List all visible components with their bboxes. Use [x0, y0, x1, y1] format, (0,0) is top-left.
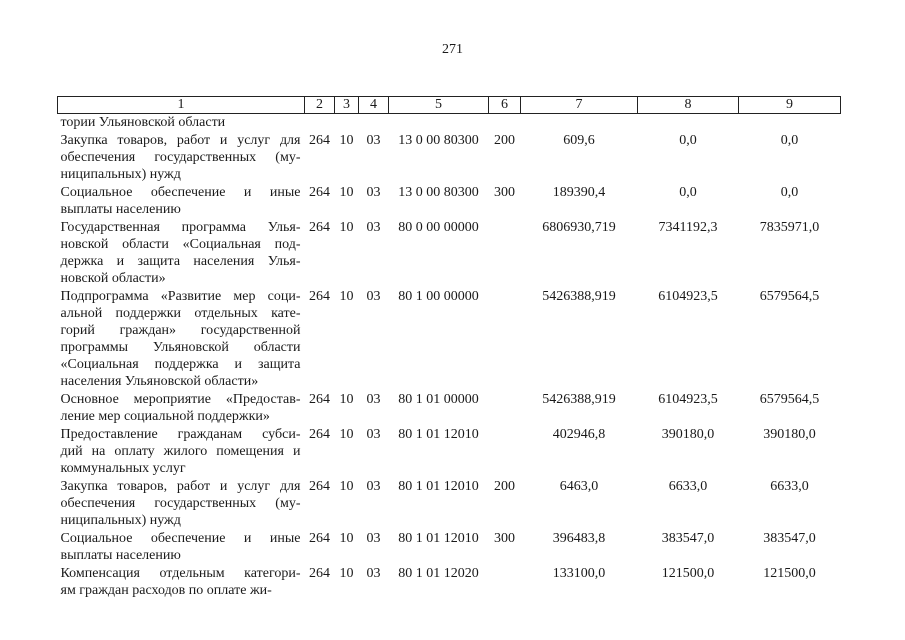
row-name-line: дий на оплату жилого помещения и — [60, 444, 301, 459]
code-section-cell: 10 — [339, 289, 354, 304]
code-subsection-cell: 03 — [366, 392, 381, 407]
column-header: 1 — [58, 97, 305, 114]
amount-year-3-cell: 6579564,5 — [759, 392, 820, 407]
code-target-article-cell: 80 1 01 12010 — [398, 531, 479, 546]
code-expense-type-cell — [489, 391, 521, 426]
code-grbs-cell: 264 — [309, 427, 330, 442]
amount-year-3-cell: 383547,0 — [763, 531, 816, 546]
code-subsection-cell: 03 — [366, 566, 381, 581]
amount-year-3-cell: 121500,0 — [763, 566, 816, 581]
row-name-line: программы Ульяновской области — [60, 340, 301, 355]
code-grbs-cell: 264 — [309, 289, 330, 304]
row-name-line: тории Ульяновской области — [60, 115, 226, 130]
code-target-article-cell: 80 1 01 00000 — [398, 392, 479, 407]
row-name-line: ниципальных) нужд — [60, 513, 181, 528]
row-name-line: Основное мероприятие «Предостав- — [60, 392, 301, 407]
code-grbs-cell: 264 — [309, 392, 330, 407]
table-row — [58, 132, 841, 184]
amount-year-3-cell: 390180,0 — [763, 427, 816, 442]
table-row — [58, 219, 841, 288]
column-header: 3 — [335, 97, 359, 114]
code-expense-type-cell — [489, 565, 521, 600]
code-section-cell: 10 — [339, 566, 354, 581]
amount-year-1-cell: 609,6 — [563, 133, 595, 148]
code-target-article-cell: 80 0 00 00000 — [398, 220, 479, 235]
row-name-line: Закупка товаров, работ и услуг для — [60, 479, 301, 494]
row-name-cell — [58, 530, 305, 565]
column-header: 7 — [521, 97, 638, 114]
row-name-line: ям граждан расходов по оплате жи- — [60, 583, 272, 598]
code-subsection-cell: 03 — [366, 531, 381, 546]
code-subsection-cell: 03 — [366, 427, 381, 442]
code-expense-type-cell — [489, 219, 521, 288]
row-name-cell — [58, 478, 305, 530]
table-row — [58, 391, 841, 426]
row-name-cell — [58, 565, 305, 600]
amount-year-2-cell: 6104923,5 — [658, 392, 718, 407]
row-name-cell — [58, 184, 305, 219]
amount-year-1-cell: 402946,8 — [552, 427, 606, 442]
code-target-article-cell: 80 1 00 00000 — [398, 289, 479, 304]
table-row — [58, 565, 841, 600]
code-target-article-cell: 80 1 01 12010 — [398, 427, 479, 442]
code-subsection-cell: 03 — [366, 133, 381, 148]
amount-year-1-cell — [521, 114, 638, 133]
code-target-article-cell: 13 0 00 80300 — [398, 133, 479, 148]
row-name-line: Социальное обеспечение и иные — [60, 531, 301, 546]
amount-year-3-cell: 0,0 — [780, 133, 799, 148]
row-name-line: ниципальных) нужд — [60, 167, 181, 182]
code-expense-type-cell: 200 — [494, 133, 515, 148]
amount-year-1-cell: 6463,0 — [559, 479, 599, 494]
row-name-cell — [58, 132, 305, 184]
code-subsection-cell: 03 — [366, 479, 381, 494]
amount-year-2-cell: 6104923,5 — [658, 289, 718, 304]
row-name-line: горий граждан» государственной — [60, 323, 301, 338]
code-grbs-cell: 264 — [309, 185, 330, 200]
table-row — [58, 184, 841, 219]
code-target-article-cell: 80 1 01 12010 — [398, 479, 479, 494]
code-grbs-cell: 264 — [309, 220, 330, 235]
row-name-line: обеспечения государственных (му- — [60, 150, 301, 165]
amount-year-2-cell — [638, 114, 739, 133]
amount-year-2-cell: 0,0 — [679, 185, 697, 200]
code-grbs-cell: 264 — [309, 133, 330, 148]
code-expense-type-cell: 300 — [494, 531, 515, 546]
row-name-line: выплаты населению — [60, 202, 181, 217]
row-name-line: ление мер социальной поддержки» — [60, 409, 270, 424]
column-header: 2 — [305, 97, 335, 114]
code-target-article-cell: 80 1 01 12020 — [398, 566, 479, 581]
row-name-line: «Социальная поддержка и защита — [60, 357, 301, 372]
column-header: 9 — [739, 97, 841, 114]
code-target-article-cell: 13 0 00 80300 — [398, 185, 479, 200]
code-section-cell: 10 — [339, 392, 354, 407]
row-name-cell — [58, 426, 305, 478]
code-expense-type-cell — [489, 426, 521, 478]
amount-year-2-cell: 0,0 — [679, 133, 697, 148]
code-target-article-cell — [389, 114, 489, 133]
row-name-line: населения Ульяновской области» — [60, 374, 259, 389]
budget-table — [57, 96, 841, 600]
row-name-line: Компенсация отдельным категори- — [60, 566, 301, 581]
code-section-cell: 10 — [339, 531, 354, 546]
code-section-cell: 10 — [339, 220, 354, 235]
amount-year-3-cell: 6633,0 — [770, 479, 809, 494]
table-row — [58, 530, 841, 565]
amount-year-2-cell: 383547,0 — [661, 531, 715, 546]
column-header: 5 — [389, 97, 489, 114]
amount-year-2-cell: 6633,0 — [668, 479, 708, 494]
row-name-line: Государственная программа Улья- — [60, 220, 301, 235]
amount-year-3-cell — [739, 114, 841, 133]
code-grbs-cell: 264 — [309, 531, 330, 546]
code-expense-type-cell — [489, 114, 521, 133]
row-name-line: выплаты населению — [60, 548, 181, 563]
column-header: 4 — [359, 97, 389, 114]
row-name-line: обеспечения государственных (му- — [60, 496, 301, 511]
row-name-cell — [58, 391, 305, 426]
amount-year-1-cell: 396483,8 — [552, 531, 606, 546]
row-name-line: Предоставление гражданам субси- — [60, 427, 301, 442]
row-name-line: держка и защита населения Улья- — [60, 254, 301, 269]
amount-year-3-cell: 0,0 — [780, 185, 799, 200]
table-row — [58, 426, 841, 478]
table-row — [58, 114, 841, 133]
table-row — [58, 478, 841, 530]
amount-year-1-cell: 189390,4 — [552, 185, 606, 200]
amount-year-1-cell: 5426388,919 — [542, 392, 616, 407]
code-grbs-cell: 264 — [309, 479, 330, 494]
amount-year-2-cell: 390180,0 — [661, 427, 715, 442]
amount-year-2-cell: 121500,0 — [661, 566, 715, 581]
page-number: 271 — [442, 42, 463, 57]
code-subsection-cell: 03 — [366, 220, 381, 235]
code-subsection-cell: 03 — [366, 289, 381, 304]
code-section-cell: 10 — [339, 479, 354, 494]
row-name-cell — [58, 114, 305, 133]
row-name-line: коммунальных услуг — [60, 461, 186, 476]
code-grbs-cell: 264 — [309, 566, 330, 581]
code-subsection-cell: 03 — [366, 185, 381, 200]
code-section-cell: 10 — [339, 427, 354, 442]
table-body — [58, 114, 841, 601]
row-name-line: новской области» — [60, 271, 166, 286]
column-header: 6 — [489, 97, 521, 114]
amount-year-3-cell: 7835971,0 — [759, 220, 820, 235]
code-expense-type-cell — [489, 288, 521, 391]
amount-year-1-cell: 6806930,719 — [542, 220, 616, 235]
code-grbs-cell — [305, 114, 335, 133]
row-name-line: Закупка товаров, работ и услуг для — [60, 133, 301, 148]
amount-year-1-cell: 5426388,919 — [542, 289, 616, 304]
code-expense-type-cell: 300 — [494, 185, 515, 200]
row-name-line: Подпрограмма «Развитие мер соци- — [60, 289, 301, 304]
column-header-row — [58, 97, 841, 114]
row-name-line: альной поддержки отдельных кате- — [60, 306, 301, 321]
amount-year-2-cell: 7341192,3 — [658, 220, 718, 235]
code-expense-type-cell: 200 — [494, 479, 515, 494]
row-name-line: новской области «Социальная под- — [60, 237, 301, 252]
code-subsection-cell — [359, 114, 389, 133]
row-name-cell — [58, 288, 305, 391]
amount-year-3-cell: 6579564,5 — [759, 289, 820, 304]
row-name-cell — [58, 219, 305, 288]
column-header: 8 — [638, 97, 739, 114]
code-section-cell — [335, 114, 359, 133]
code-section-cell: 10 — [339, 133, 354, 148]
table-row — [58, 288, 841, 391]
code-section-cell: 10 — [339, 185, 354, 200]
row-name-line: Социальное обеспечение и иные — [60, 185, 301, 200]
amount-year-1-cell: 133100,0 — [552, 566, 606, 581]
